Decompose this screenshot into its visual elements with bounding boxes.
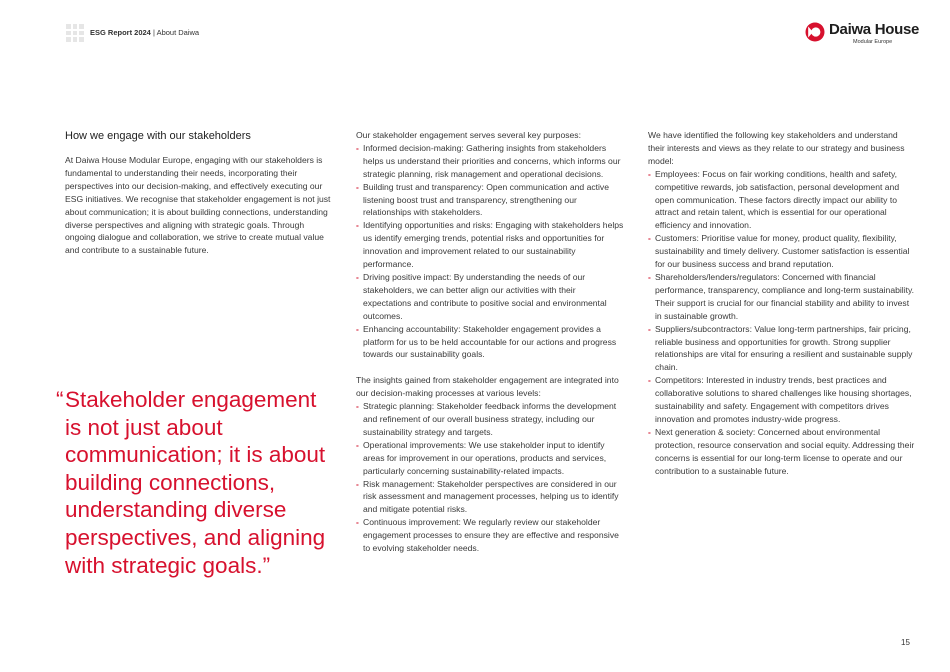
header-grid-icon [66, 24, 84, 42]
brand-name: Daiwa House [829, 21, 920, 38]
report-title: ESG Report 2024 [90, 28, 151, 37]
list-item: - Employees: Focus on fair working conditions, health and safety, competitive rewards, job satisfaction, personal development and open communication. These factors directly impact our ability to attract and retain talent, which is essential for our operational efficiency and innovation. [648, 168, 916, 233]
list-item: - Risk management: Stakeholder perspectives are considered in our risk assessment and management processes, helping us to identify and mitigate potential risks. [356, 478, 624, 517]
header-title [90, 28, 199, 37]
list-item: - Next generation & society: Concerned about environmental protection, resource conservation and social equity. Addressing their concerns is essential for our long-term license to operate and our contribution to a sustainable future. [648, 426, 916, 478]
header-section: About Daiwa [156, 28, 200, 37]
list-item: - Informed decision-making: Gathering insights from stakeholders helps us understand their priorities and concerns, which informs our strategic planning, risk management and operational decisions. [356, 142, 624, 181]
column-purposes [356, 129, 624, 555]
brand-subtitle: Modular Europe [853, 39, 893, 45]
header-separator: | [152, 28, 155, 37]
list-item: - Operational improvements: We use stakeholder input to identify areas for improvement in our operations, products and services, particularly concerning sustainability-related impacts. [356, 439, 624, 478]
list-item: - Shareholders/lenders/regulators: Concerned with financial performance, transparency, compliance and long-term sustainability. Their support is crucial for our financial stability and ability to invest in sustainable growth. [648, 271, 916, 323]
list-item: - Enhancing accountability: Stakeholder engagement provides a platform for us to be held accountable for our actions and progress towards our sustainability goals. [356, 323, 624, 362]
stakeholders-list [648, 168, 916, 478]
section-heading: How we engage with our stakeholders [65, 130, 251, 142]
column-stakeholders [648, 129, 916, 477]
intro-paragraph: At Daiwa House Modular Europe, engaging with our stakeholders is fundamental to understanding their needs, incorporating their perspectives into our decision-making, and effectively executing our ESG initiatives. We recognise that stakeholder engagement is not just about communication; it is about building connections, understanding diverse perspectives and aligning with strategic goals. Through ongoing dialogue and collaboration, we strive to create mutual value and contribute to a sustainable future. [65, 155, 331, 256]
list-item: - Continuous improvement: We regularly review our stakeholder engagement processes to ensure they are effective and responsive to evolving stakeholder needs. [356, 516, 624, 555]
list-item: - Strategic planning: Stakeholder feedback informs the development and refinement of our overall business strategy, including our sustainability strategy and targets. [356, 400, 624, 439]
list-item: - Suppliers/subcontractors: Value long-term partnerships, fair pricing, reliable business and opportunities for growth. Strong supplier relationships are vital for ensuring a resilient and sustainable supply chain. [648, 323, 916, 375]
list-item: - Competitors: Interested in industry trends, best practices and collaborative solutions to shared challenges like housing shortages, sustainability and safety. Engagement with competitors drives innovation and promotes industry-wide progress. [648, 374, 916, 426]
list-item: - Building trust and transparency: Open communication and active listening boost trust and transparency, strengthening our relationships with stakeholders. [356, 181, 624, 220]
levels-intro: The insights gained from stakeholder engagement are integrated into our decision-making processes at various levels: [356, 375, 619, 399]
daiwa-logo-icon [805, 22, 825, 42]
list-item: - Driving positive impact: By understanding the needs of our stakeholders, we can better align our activities with their expectations and contribute to positive social and environmental outcomes. [356, 271, 624, 323]
quote-text: Stakeholder engagement is not just about communication; it is about building connections, understanding diverse perspectives, and aligning with strategic goals.” [65, 387, 326, 578]
list-item: - Customers: Prioritise value for money, product quality, flexibility, sustainability and timely delivery. Customer satisfaction is essential for our business success and brand reputation. [648, 232, 916, 271]
page-number: 15 [901, 638, 910, 647]
daiwa-house-logo [805, 21, 920, 47]
purposes-list [356, 142, 624, 361]
stakeholders-intro: We have identified the following key stakeholders and understand their interests and views as they relate to our strategy and business model: [648, 130, 905, 166]
column-intro [65, 129, 333, 257]
levels-list [356, 400, 624, 555]
list-item: - Identifying opportunities and risks: Engaging with stakeholders helps us identify emerging trends, potential risks and opportunities for innovation and improvement related to our sustainability performance. [356, 219, 624, 271]
purposes-intro: Our stakeholder engagement serves several key purposes: [356, 130, 581, 140]
quote-open-mark: “ [56, 387, 64, 412]
pull-quote [56, 386, 336, 579]
